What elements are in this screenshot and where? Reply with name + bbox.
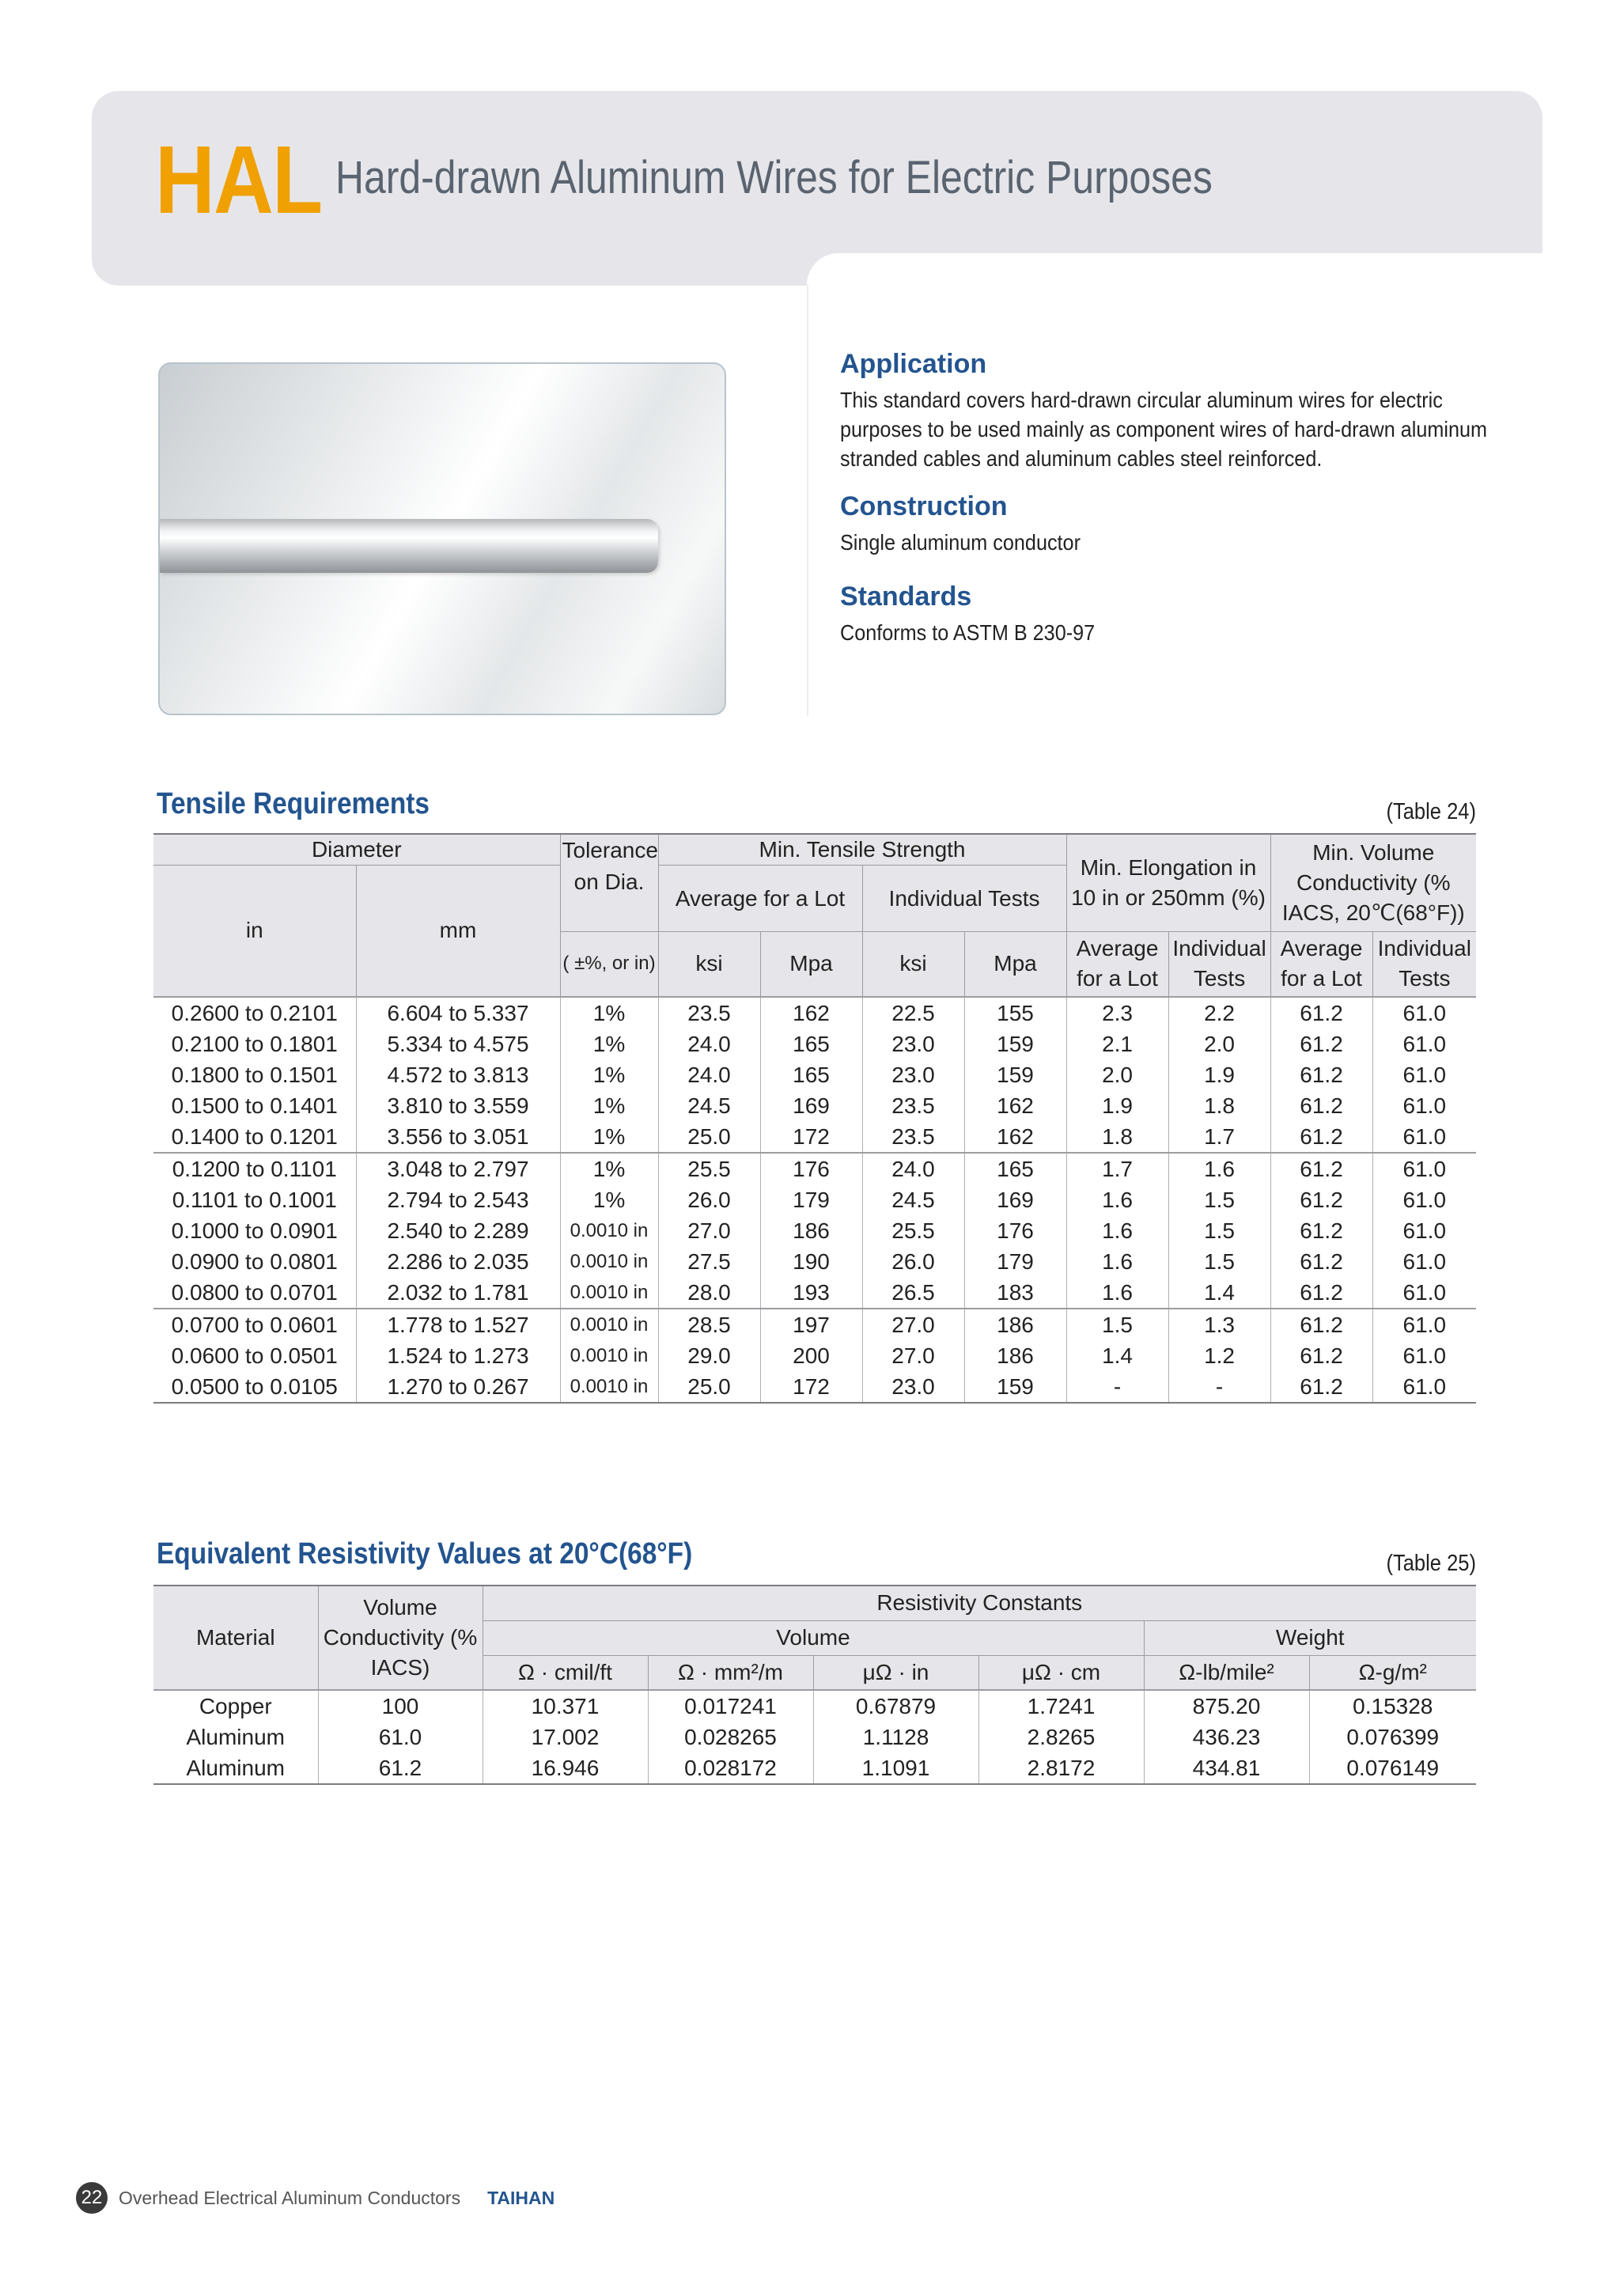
- table-cell: Aluminum: [153, 1752, 318, 1784]
- table-cell: 24.0: [862, 1153, 964, 1184]
- table-cell: 1.8: [1066, 1121, 1168, 1153]
- th-min-volume: Min. Volume Conductivity (% IACS, 20℃(68°F)): [1270, 834, 1476, 932]
- table-cell: 159: [964, 1371, 1066, 1403]
- table-cell: 24.5: [658, 1090, 760, 1121]
- table-cell: 197: [760, 1309, 862, 1340]
- table-cell: 1.7241: [978, 1690, 1144, 1722]
- table-cell: 176: [964, 1215, 1066, 1246]
- table-row: [153, 1121, 1476, 1153]
- table-cell: 1.8: [1168, 1090, 1270, 1121]
- table-cell: 0.0800 to 0.0701: [153, 1277, 356, 1309]
- application-heading: Application: [840, 349, 987, 379]
- table-cell: 0.2600 to 0.2101: [153, 997, 356, 1029]
- construction-section: [840, 491, 1505, 557]
- table-cell: 1.5: [1168, 1215, 1270, 1246]
- table-cell: 162: [964, 1090, 1066, 1121]
- table-cell: 61.2: [1270, 1309, 1372, 1340]
- table-cell: 1%: [560, 1153, 658, 1184]
- table-row: [153, 1090, 1476, 1121]
- tensile-table-ref: (Table 24): [1386, 799, 1476, 824]
- table-cell: 2.8172: [978, 1752, 1144, 1784]
- table-cell: 61.0: [1372, 1309, 1476, 1340]
- table-cell: -: [1066, 1371, 1168, 1403]
- table-row: [153, 1340, 1476, 1371]
- table-cell: 0.0900 to 0.0801: [153, 1246, 356, 1277]
- table-cell: 22.5: [862, 997, 964, 1029]
- table-cell: 200: [760, 1340, 862, 1371]
- table-cell: 155: [964, 997, 1066, 1029]
- th-ohm-cmil-ft: Ω · cmil/ft: [483, 1655, 648, 1690]
- resistivity-table-ref: (Table 25): [1386, 1551, 1476, 1576]
- table-cell: 0.15328: [1309, 1690, 1476, 1722]
- table-cell: 25.0: [658, 1121, 760, 1153]
- table-cell: 0.2100 to 0.1801: [153, 1029, 356, 1059]
- table-cell: 61.2: [1270, 1059, 1372, 1090]
- table-cell: 3.810 to 3.559: [356, 1090, 560, 1121]
- table-cell: 23.0: [862, 1029, 964, 1059]
- table-cell: 61.0: [1372, 1277, 1476, 1309]
- table-cell: 26.0: [862, 1246, 964, 1277]
- table-cell: 3.556 to 3.051: [356, 1121, 560, 1153]
- table-cell: 26.0: [658, 1184, 760, 1215]
- table-row: [153, 1371, 1476, 1403]
- table-cell: 3.048 to 2.797: [356, 1153, 560, 1184]
- table-cell: 61.0: [1372, 1153, 1476, 1184]
- table-cell: 1.6: [1066, 1215, 1168, 1246]
- table-cell: 1.6: [1066, 1246, 1168, 1277]
- th-ohm-mm2-m: Ω · mm²/m: [648, 1655, 813, 1690]
- table-cell: 0.0010 in: [560, 1309, 658, 1340]
- th-avg-lot: Average for a Lot: [658, 866, 862, 932]
- table-cell: 0.0010 in: [560, 1340, 658, 1371]
- table-cell: 61.2: [1270, 1090, 1372, 1121]
- th-tolerance-unit: ( ±%, or in): [560, 932, 658, 997]
- table-cell: 1.7: [1066, 1153, 1168, 1184]
- table-row: [153, 997, 1476, 1029]
- table-cell: 183: [964, 1277, 1066, 1309]
- page-title: Hard-drawn Aluminum Wires for Electric Purposes: [335, 152, 1213, 203]
- table-cell: 61.2: [1270, 1246, 1372, 1277]
- table-row: [153, 1309, 1476, 1340]
- table-cell: 1.1091: [813, 1752, 978, 1784]
- th-individual: Individual Tests: [862, 866, 1066, 932]
- table-cell: 61.2: [1270, 1277, 1372, 1309]
- th-min-elongation: Min. Elongation in 10 in or 250mm (%): [1066, 834, 1270, 932]
- table-cell: 25.0: [658, 1371, 760, 1403]
- table-row: [153, 1722, 1476, 1752]
- table-cell: 24.5: [862, 1184, 964, 1215]
- table-cell: 61.0: [1372, 1029, 1476, 1059]
- table-cell: 1.5: [1168, 1184, 1270, 1215]
- table-cell: 159: [964, 1059, 1066, 1090]
- table-cell: 28.5: [658, 1309, 760, 1340]
- table-cell: 1.2: [1168, 1340, 1270, 1371]
- table-cell: 61.0: [1372, 1340, 1476, 1371]
- table-cell: Aluminum: [153, 1722, 318, 1752]
- standards-text: Conforms to ASTM B 230-97: [840, 619, 1096, 645]
- table-cell: 2.032 to 1.781: [356, 1277, 560, 1309]
- table-cell: 61.0: [1372, 1215, 1476, 1246]
- table-cell: 23.5: [658, 997, 760, 1029]
- table-row: [153, 1690, 1476, 1722]
- table-cell: 1%: [560, 1121, 658, 1153]
- table-cell: 23.0: [862, 1059, 964, 1090]
- table-cell: 1.4: [1168, 1277, 1270, 1309]
- table-cell: 61.0: [1372, 1090, 1476, 1121]
- table-cell: 162: [760, 997, 862, 1029]
- table-cell: 0.67879: [813, 1690, 978, 1722]
- table-cell: 27.5: [658, 1246, 760, 1277]
- table-cell: 0.076399: [1309, 1722, 1476, 1752]
- table-cell: 165: [760, 1059, 862, 1090]
- construction-text: Single aluminum conductor: [840, 529, 1081, 555]
- table-cell: 172: [760, 1371, 862, 1403]
- table-cell: 29.0: [658, 1340, 760, 1371]
- table-cell: 1.524 to 1.273: [356, 1340, 560, 1371]
- table-cell: 27.0: [862, 1309, 964, 1340]
- table-cell: 24.0: [658, 1029, 760, 1059]
- table-row: [153, 1184, 1476, 1215]
- table-cell: 0.0010 in: [560, 1277, 658, 1309]
- table-cell: 186: [964, 1340, 1066, 1371]
- th-ksi-ind: ksi: [862, 932, 964, 997]
- table-cell: 1.6: [1066, 1277, 1168, 1309]
- table-cell: 1.270 to 0.267: [356, 1371, 560, 1403]
- table-cell: 1.6: [1066, 1184, 1168, 1215]
- tensile-body: [153, 997, 1476, 1403]
- th-microohm-cm: μΩ · cm: [978, 1655, 1144, 1690]
- table-cell: 17.002: [483, 1722, 648, 1752]
- th-mpa-avg: Mpa: [760, 932, 862, 997]
- aluminum-wire-photo: [158, 362, 726, 715]
- th-min-tensile: Min. Tensile Strength: [658, 834, 1066, 866]
- table-cell: 1.5: [1168, 1246, 1270, 1277]
- table-cell: 2.0: [1066, 1059, 1168, 1090]
- table-cell: 169: [760, 1090, 862, 1121]
- th-ksi-avg: ksi: [658, 932, 760, 997]
- table-cell: 24.0: [658, 1059, 760, 1090]
- th-material: Material: [153, 1586, 318, 1690]
- table-cell: 2.0: [1168, 1029, 1270, 1059]
- table-cell: 162: [964, 1121, 1066, 1153]
- th-elong-ind: Individual Tests: [1168, 932, 1270, 997]
- table-cell: 28.0: [658, 1277, 760, 1309]
- table-cell: 61.2: [1270, 997, 1372, 1029]
- table-row: [153, 1153, 1476, 1184]
- resistivity-table: [153, 1585, 1476, 1785]
- th-volume-conductivity: Volume Conductivity (% IACS): [318, 1586, 483, 1690]
- footer-text: Overhead Electrical Aluminum Conductors: [119, 2187, 461, 2208]
- table-cell: 176: [760, 1153, 862, 1184]
- table-cell: 61.0: [1372, 1246, 1476, 1277]
- th-volume: Volume: [483, 1620, 1144, 1655]
- table-cell: 23.5: [862, 1090, 964, 1121]
- table-cell: 6.604 to 5.337: [356, 997, 560, 1029]
- table-cell: 0.0700 to 0.0601: [153, 1309, 356, 1340]
- table-cell: 1.5: [1066, 1309, 1168, 1340]
- standards-section: [840, 581, 1505, 647]
- table-cell: 61.0: [1372, 1059, 1476, 1090]
- table-cell: 61.0: [1372, 997, 1476, 1029]
- table-cell: 1.6: [1168, 1153, 1270, 1184]
- table-cell: 5.334 to 4.575: [356, 1029, 560, 1059]
- table-cell: 1%: [560, 997, 658, 1029]
- th-diameter: Diameter: [153, 834, 560, 866]
- table-cell: 1.778 to 1.527: [356, 1309, 560, 1340]
- application-section: [840, 348, 1505, 473]
- resistivity-title: Equivalent Resistivity Values at 20°C(68°F): [157, 1537, 693, 1570]
- table-cell: 0.017241: [648, 1690, 813, 1722]
- resistivity-body: [153, 1690, 1476, 1784]
- th-ohm-lb-mile2: Ω-lb/mile²: [1144, 1655, 1309, 1690]
- table-cell: 0.076149: [1309, 1752, 1476, 1784]
- footer-brand: TAIHAN: [487, 2187, 555, 2208]
- table-cell: 1.4: [1066, 1340, 1168, 1371]
- table-row: [153, 1277, 1476, 1309]
- table-cell: 193: [760, 1277, 862, 1309]
- th-in: in: [153, 866, 356, 997]
- table-cell: 165: [964, 1153, 1066, 1184]
- table-cell: 165: [760, 1029, 862, 1059]
- footer: [76, 2182, 555, 2214]
- table-cell: 25.5: [862, 1215, 964, 1246]
- table-cell: 1%: [560, 1059, 658, 1090]
- divider: [807, 285, 808, 716]
- table-cell: 1.9: [1168, 1059, 1270, 1090]
- table-cell: 61.2: [1270, 1121, 1372, 1153]
- table-cell: 16.946: [483, 1752, 648, 1784]
- table-row: [153, 1029, 1476, 1059]
- table-cell: 0.1200 to 0.1101: [153, 1153, 356, 1184]
- header-tab-cutout: [807, 253, 1542, 348]
- table-cell: 61.2: [1270, 1029, 1372, 1059]
- table-cell: 0.0010 in: [560, 1371, 658, 1403]
- construction-heading: Construction: [840, 491, 1008, 521]
- table-cell: 61.2: [1270, 1184, 1372, 1215]
- table-cell: 2.3: [1066, 997, 1168, 1029]
- table-cell: 23.0: [862, 1371, 964, 1403]
- table-cell: 61.2: [1270, 1153, 1372, 1184]
- table-cell: 2.2: [1168, 997, 1270, 1029]
- table-cell: 169: [964, 1184, 1066, 1215]
- table-cell: 4.572 to 3.813: [356, 1059, 560, 1090]
- table-cell: 1.3: [1168, 1309, 1270, 1340]
- table-cell: 1.7: [1168, 1121, 1270, 1153]
- table-cell: 159: [964, 1029, 1066, 1059]
- table-cell: 0.028265: [648, 1722, 813, 1752]
- table-row: [153, 1752, 1476, 1784]
- table-cell: 61.2: [1270, 1371, 1372, 1403]
- table-cell: 61.0: [1372, 1371, 1476, 1403]
- table-cell: 1.9: [1066, 1090, 1168, 1121]
- table-row: [153, 1059, 1476, 1090]
- table-cell: Copper: [153, 1690, 318, 1722]
- table-cell: 0.0010 in: [560, 1246, 658, 1277]
- table-cell: 875.20: [1144, 1690, 1309, 1722]
- table-cell: 0.0500 to 0.0105: [153, 1371, 356, 1403]
- table-cell: 61.2: [1270, 1340, 1372, 1371]
- tensile-title: Tensile Requirements: [157, 787, 430, 820]
- table-cell: 61.2: [318, 1752, 483, 1784]
- th-tolerance: Tolerance on Dia.: [560, 834, 658, 932]
- table-cell: 2.794 to 2.543: [356, 1184, 560, 1215]
- table-cell: 27.0: [658, 1215, 760, 1246]
- table-cell: 2.1: [1066, 1029, 1168, 1059]
- table-row: [153, 1246, 1476, 1277]
- table-cell: 190: [760, 1246, 862, 1277]
- table-cell: 61.0: [1372, 1184, 1476, 1215]
- th-mpa-ind: Mpa: [964, 932, 1066, 997]
- table-row: [153, 1215, 1476, 1246]
- table-cell: 186: [760, 1215, 862, 1246]
- product-code: HAL: [155, 126, 322, 233]
- th-mm: mm: [356, 866, 560, 997]
- th-vol-avg: Average for a Lot: [1270, 932, 1372, 997]
- table-cell: 0.028172: [648, 1752, 813, 1784]
- application-text: This standard covers hard-drawn circular aluminum wires for electric purposes to be used mainly as component wires of hard-drawn aluminum stranded cables and aluminum cables steel reinforced.: [840, 387, 1488, 471]
- th-microohm-in: μΩ · in: [813, 1655, 978, 1690]
- table-cell: 0.1400 to 0.1201: [153, 1121, 356, 1153]
- table-cell: 186: [964, 1309, 1066, 1340]
- table-cell: 1.1128: [813, 1722, 978, 1752]
- tensile-table: [153, 833, 1476, 1404]
- standards-heading: Standards: [840, 582, 972, 612]
- table-cell: 0.0010 in: [560, 1215, 658, 1246]
- table-cell: 10.371: [483, 1690, 648, 1722]
- table-cell: 434.81: [1144, 1752, 1309, 1784]
- table-cell: 1%: [560, 1029, 658, 1059]
- table-cell: 179: [760, 1184, 862, 1215]
- th-weight: Weight: [1144, 1620, 1476, 1655]
- th-elong-avg: Average for a Lot: [1066, 932, 1168, 997]
- table-cell: 0.0600 to 0.0501: [153, 1340, 356, 1371]
- table-cell: 1%: [560, 1090, 658, 1121]
- table-cell: 179: [964, 1246, 1066, 1277]
- table-cell: 61.2: [1270, 1215, 1372, 1246]
- wire-rod-image: [160, 519, 658, 573]
- table-cell: 100: [318, 1690, 483, 1722]
- table-cell: -: [1168, 1371, 1270, 1403]
- table-cell: 0.1101 to 0.1001: [153, 1184, 356, 1215]
- th-vol-ind: Individual Tests: [1372, 932, 1476, 997]
- table-cell: 61.0: [318, 1722, 483, 1752]
- table-cell: 0.1800 to 0.1501: [153, 1059, 356, 1090]
- table-cell: 436.23: [1144, 1722, 1309, 1752]
- table-cell: 61.0: [1372, 1121, 1476, 1153]
- table-cell: 2.286 to 2.035: [356, 1246, 560, 1277]
- table-cell: 0.1000 to 0.0901: [153, 1215, 356, 1246]
- th-resistivity-constants: Resistivity Constants: [483, 1586, 1476, 1620]
- table-cell: 2.540 to 2.289: [356, 1215, 560, 1246]
- table-cell: 2.8265: [978, 1722, 1144, 1752]
- table-cell: 23.5: [862, 1121, 964, 1153]
- table-cell: 27.0: [862, 1340, 964, 1371]
- table-cell: 1%: [560, 1184, 658, 1215]
- table-cell: 172: [760, 1121, 862, 1153]
- th-ohm-g-m2: Ω-g/m²: [1309, 1655, 1476, 1690]
- table-cell: 25.5: [658, 1153, 760, 1184]
- table-cell: 26.5: [862, 1277, 964, 1309]
- table-cell: 0.1500 to 0.1401: [153, 1090, 356, 1121]
- page-number: 22: [76, 2182, 108, 2214]
